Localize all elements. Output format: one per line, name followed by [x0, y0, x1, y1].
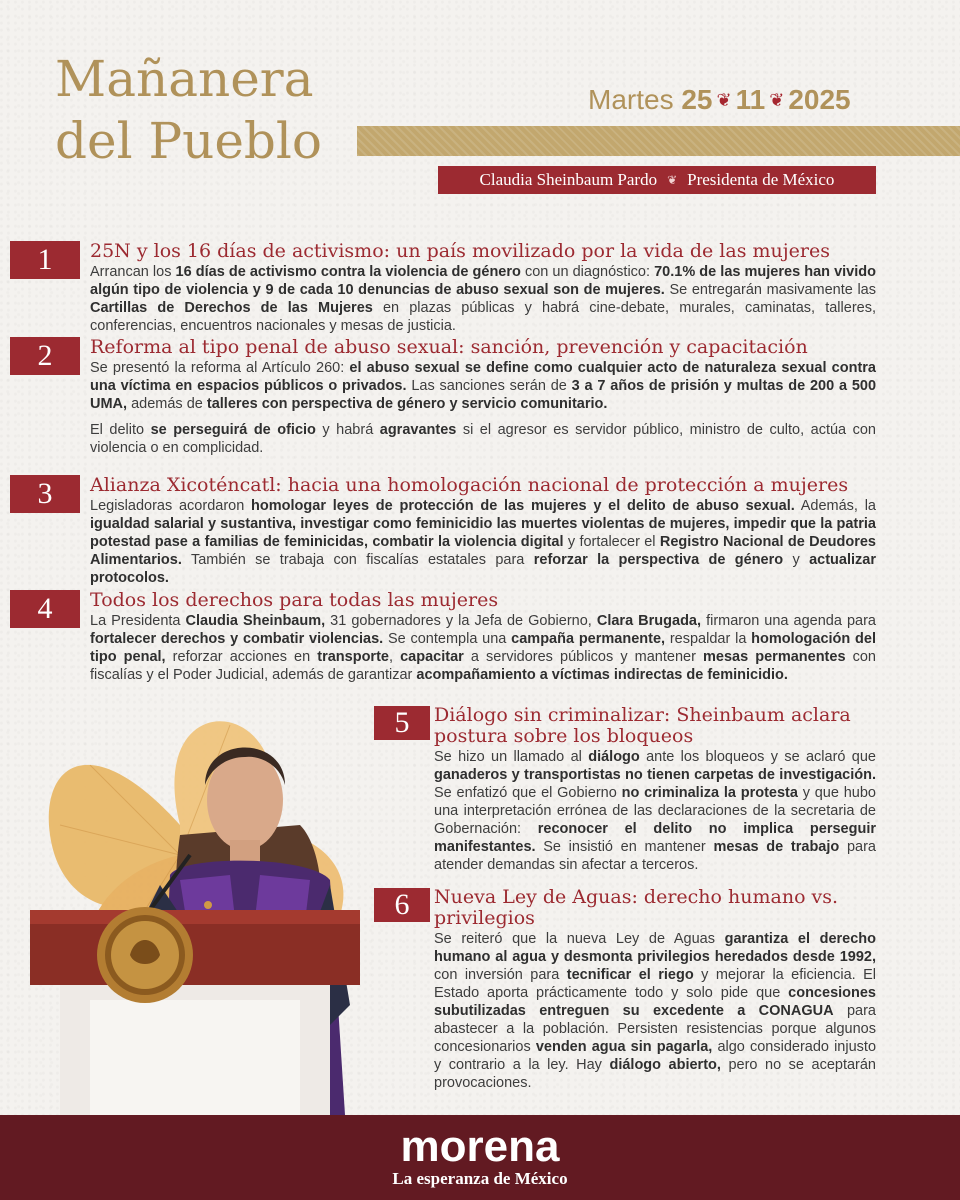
section-body-3: [90, 497, 876, 587]
emphasis-text: venden agua sin pagarla,: [535, 1039, 713, 1055]
emphasis-text: Claudia Sheinbaum,: [185, 613, 326, 629]
emphasis-text: campaña permanente,: [511, 631, 666, 647]
emphasis-text: reconocer el delito no implica perseguir manifestantes.: [434, 821, 876, 855]
emphasis-text: reforzar la perspectiva de género: [533, 552, 784, 568]
body-text: con fiscalías y el Poder Judicial, además de garantizar: [90, 649, 876, 683]
body-text: Se entregarán masivamente las: [664, 282, 876, 298]
body-text: con inversión para: [434, 967, 567, 983]
section-number-4: 4: [10, 590, 80, 628]
emphasis-text: homologar leyes de protección de las mujeres y el delito de abuso sexual.: [251, 498, 795, 514]
podium: [30, 910, 360, 1115]
body-text: para atender demandas sin afectar a terceros.: [434, 839, 876, 873]
body-text: Se contempla una: [383, 631, 512, 647]
body-text: Arrancan los: [90, 264, 176, 280]
section-paragraph: [90, 421, 876, 457]
emphasis-text: 16 días de activismo contra la violencia de género: [175, 264, 521, 280]
body-text: La Presidenta: [90, 613, 186, 629]
emphasis-text: Registro Nacional de Deudores Alimentarios.: [90, 534, 876, 568]
emphasis-text: diálogo: [588, 749, 640, 765]
emphasis-text: Clara Brugada,: [596, 613, 702, 629]
body-text: y mejorar la eficiencia. El Estado aporta prácticamente todo y solo pide que: [434, 967, 877, 1001]
emphasis-text: mesas de trabajo: [713, 839, 840, 855]
body-text: a servidores públicos y mantener: [463, 649, 704, 665]
presenter-photo: [30, 705, 370, 1115]
emphasis-text: igualdad salarial y sustantiva, investigar como feminicidio las muertes violentas de mujeres, impedir que la patria potestad pase a familias de feminicidas, combatir la violencia digital: [90, 516, 876, 550]
emphasis-text: concesiones subutilizadas entreguen su excedente a CONAGUA: [434, 985, 876, 1019]
section-paragraph: [434, 748, 876, 874]
section-paragraph: [90, 612, 876, 684]
speaker-tag: [438, 166, 876, 194]
body-text: y: [783, 552, 810, 568]
emphasis-text: mesas permanentes: [703, 649, 846, 665]
emphasis-text: agravantes: [379, 422, 457, 438]
body-text: ante los bloqueos y se aclaró que: [639, 749, 876, 765]
body-text: ,: [388, 649, 401, 665]
emphasis-text: homologación del tipo penal,: [90, 631, 876, 665]
section-number-3: 3: [10, 475, 80, 513]
section-number-6: 6: [374, 888, 430, 922]
date-day-name: Martes: [588, 84, 674, 115]
body-text: 31 gobernadores y la Jefa de Gobierno,: [325, 613, 597, 629]
body-text: Se enfatizó que el Gobierno: [434, 785, 622, 801]
gold-banner: [357, 126, 960, 156]
body-text: Se presentó la reforma al Artículo 260:: [90, 360, 350, 376]
section-title-2: Reforma al tipo penal de abuso sexual: sanción, prevención y capacitación: [90, 336, 808, 358]
date-day: 25: [681, 84, 713, 115]
emphasis-text: acompañamiento a víctimas indirectas de feminicidio.: [416, 667, 788, 683]
section-paragraph: [90, 263, 876, 335]
body-text: si el agresor es servidor público, ministro de culto, actúa con violencia o en complicidad.: [90, 422, 877, 456]
section-number-5: 5: [374, 706, 430, 740]
body-text: firmaron una agenda para: [701, 613, 876, 629]
party-tagline: La esperanza de México: [392, 1168, 568, 1188]
body-text: respaldar la: [665, 631, 752, 647]
date-year: 2025: [788, 84, 851, 115]
title-line-2: del Pueblo: [55, 112, 323, 170]
body-text: para abastecer a la población. Persisten resistencias porque algunos concesionarios: [434, 1003, 876, 1055]
party-logo: morena: [400, 1121, 560, 1171]
emphasis-text: garantiza el derecho humano al agua y desmonta privilegios heredados desde 1992,: [434, 931, 877, 965]
maple-leaf-icon: ❦: [769, 90, 785, 110]
speaker-name: Claudia Sheinbaum Pardo: [479, 170, 658, 189]
presenter-illustration: [30, 705, 370, 1115]
section-body-5: [434, 748, 876, 874]
body-text: También se trabaja con fiscalías estatales para: [181, 552, 534, 568]
maple-leaf-icon: ❦: [667, 172, 678, 187]
section-body-1: [90, 263, 876, 335]
emphasis-text: ganaderos y transportistas no tienen carpetas de investigación.: [434, 767, 876, 783]
section-title-6: Nueva Ley de Aguas: derecho humano vs. privilegios: [434, 886, 839, 929]
body-text: algo considerado injusto y contrario a la ley. Hay: [434, 1039, 877, 1073]
emphasis-text: fortalecer derechos y combatir violencias.: [90, 631, 384, 647]
section-paragraph: [90, 359, 876, 413]
title-line-1: Mañanera: [55, 50, 314, 108]
body-text: Además, la: [794, 498, 876, 514]
section-paragraph: [434, 930, 876, 1092]
body-text: con un diagnóstico:: [520, 264, 655, 280]
section-body-4: [90, 612, 876, 684]
maple-leaf-icon: ❦: [716, 90, 732, 110]
section-number-1: 1: [10, 241, 80, 279]
date-display: [588, 84, 851, 116]
section-body-2: [90, 359, 876, 457]
body-text: pero no se aceptarán provocaciones.: [434, 1057, 876, 1091]
section-paragraph: [90, 497, 876, 587]
section-title-4: Todos los derechos para todas las mujeres: [90, 589, 499, 611]
emphasis-text: no criminaliza la protesta: [621, 785, 798, 801]
emphasis-text: Cartillas de Derechos de las Mujeres: [90, 300, 373, 316]
body-text: Legisladoras acordaron: [90, 498, 252, 514]
section-title-1: 25N y los 16 días de activismo: un país movilizado por la vida de las mujeres: [90, 240, 830, 262]
section-number-2: 2: [10, 337, 80, 375]
body-text: Las sanciones serán de: [406, 378, 572, 394]
body-text: en plazas públicas y habrá cine-debate, murales, caminatas, talleres, conferencias, encuentros nacionales y mesas de justicia.: [90, 300, 876, 334]
body-text: y fortalecer el: [563, 534, 660, 550]
emphasis-text: talleres con perspectiva de género y servicio comunitario.: [206, 396, 608, 412]
body-text: El delito: [90, 422, 151, 438]
footer-bar: [0, 1115, 960, 1200]
body-text: Se insistió en mantener: [535, 839, 714, 855]
section-title-3: Alianza Xicoténcatl: hacia una homologación nacional de protección a mujeres: [90, 474, 849, 496]
body-text: además de: [127, 396, 207, 412]
body-text: y que hubo una interpretación errónea de las declaraciones de la secretaria de Gobernación:: [434, 785, 876, 837]
body-text: y habrá: [315, 422, 380, 438]
emphasis-text: transporte: [317, 649, 389, 665]
emphasis-text: 70.1% de las mujeres han vivido algún tipo de violencia y 9 de cada 10 denuncias de abuso sexual son de mujeres.: [90, 264, 876, 298]
emphasis-text: actualizar protocolos.: [90, 552, 876, 586]
emphasis-text: se perseguirá de oficio: [150, 422, 316, 438]
section-title-5: Diálogo sin criminalizar: Sheinbaum aclara postura sobre los bloqueos: [434, 704, 851, 747]
emphasis-text: 3 a 7 años de prisión y multas de 200 a 500 UMA,: [90, 378, 877, 412]
emphasis-text: tecnificar el riego: [566, 967, 694, 983]
podium-seal-icon: [97, 907, 193, 1003]
speaker-role: Presidenta de México: [687, 170, 835, 189]
section-body-6: [434, 930, 876, 1092]
emphasis-text: el abuso sexual se define como cualquier acto de naturaleza sexual contra una víctima en espacios públicos o privados.: [90, 360, 876, 394]
page-title: [55, 48, 322, 172]
emphasis-text: capacitar: [400, 649, 464, 665]
body-text: reforzar acciones en: [165, 649, 318, 665]
date-month: 11: [735, 84, 766, 115]
body-text: Se reiteró que la nueva Ley de Aguas: [434, 931, 725, 947]
emphasis-text: diálogo abierto,: [609, 1057, 721, 1073]
body-text: Se hizo un llamado al: [434, 749, 589, 765]
